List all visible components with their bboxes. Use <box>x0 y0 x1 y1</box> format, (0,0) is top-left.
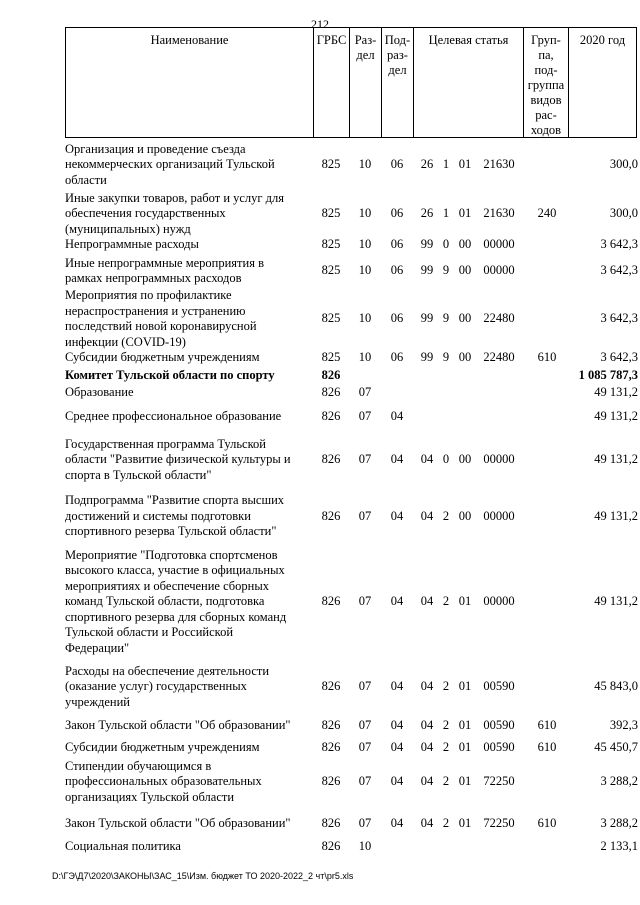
table-row <box>65 403 640 431</box>
row-name-line: последствий новой коронавирусной <box>65 319 257 333</box>
row-target-program: 99 <box>420 350 434 365</box>
row-expense-type <box>525 660 569 714</box>
row-name <box>65 367 308 384</box>
table-row <box>65 714 640 738</box>
row-grbs: 826 <box>321 594 341 609</box>
row-razdel: 10 <box>358 157 372 172</box>
header-group-line: Груп- <box>531 33 561 47</box>
row-amount-2020: 3 642,3 <box>600 263 638 278</box>
table-row <box>65 660 640 714</box>
row-name-line: учреждений <box>65 694 130 709</box>
row-name-line: области "Развитие физической культуры и <box>65 452 291 467</box>
header-grbs: ГРБС <box>314 28 350 137</box>
row-expense-type <box>525 237 569 253</box>
row-target-event: 01 <box>458 774 472 789</box>
header-razdel <box>350 28 382 137</box>
row-expense-type <box>525 545 569 659</box>
row-podrazdel: 04 <box>390 679 404 694</box>
row-target-program: 04 <box>420 740 434 755</box>
row-target-event <box>454 367 476 384</box>
row-name-line: Субсидии бюджетным учреждениям <box>65 740 260 755</box>
row-grbs: 826 <box>321 718 341 733</box>
table-row <box>65 237 640 253</box>
row-target-direction <box>476 403 522 431</box>
row-target-subprogram: 2 <box>442 816 450 831</box>
row-name-line: инфекции (COVID-19) <box>65 334 186 349</box>
row-amount-2020: 49 131,2 <box>594 384 638 399</box>
row-podrazdel: 04 <box>390 508 404 523</box>
row-target-subprogram: 1 <box>442 206 450 221</box>
row-name-line: Тульской области и Российской <box>65 625 234 640</box>
row-target-event: 01 <box>458 816 472 831</box>
header-group <box>524 28 569 137</box>
row-target-event: 00 <box>458 508 472 523</box>
row-name-line: спорта в Тульской области" <box>65 467 212 482</box>
row-target-direction <box>476 384 522 401</box>
row-grbs: 826 <box>321 384 341 399</box>
row-grbs: 825 <box>321 350 341 365</box>
row-podrazdel: 04 <box>390 452 404 467</box>
row-amount-2020: 45 843,0 <box>594 679 638 694</box>
table-row <box>65 350 640 366</box>
row-target-direction <box>476 839 522 855</box>
row-target-direction: 00590 <box>483 740 515 755</box>
row-target-subprogram: 0 <box>442 237 450 252</box>
row-name-line: достижений и системы подготовки <box>65 508 251 523</box>
row-razdel: 07 <box>358 679 372 694</box>
row-razdel: 07 <box>358 774 372 789</box>
row-expense-type <box>525 384 569 401</box>
row-name-line: нераспространения и устранению <box>65 303 246 318</box>
row-target-program <box>416 839 438 855</box>
row-name-line: Организация и проведение съезда <box>65 141 246 156</box>
row-target-direction: 00000 <box>483 594 515 609</box>
row-target-program <box>416 403 438 431</box>
row-target-direction: 00000 <box>483 237 515 252</box>
row-name <box>65 756 308 808</box>
row-target-direction: 00000 <box>483 263 515 278</box>
row-grbs: 825 <box>321 237 341 252</box>
row-name-line: Среднее профессиональное образование <box>65 409 282 424</box>
table-row <box>65 255 640 287</box>
row-amount-2020: 1 085 787,3 <box>578 367 638 382</box>
row-razdel: 10 <box>358 350 372 365</box>
row-razdel: 07 <box>358 384 372 399</box>
row-target-program: 99 <box>420 311 434 326</box>
file-path-footer: D:\ГЭ\Д7\2020\ЗАКОНЫ\ЗАС_15\Изм. бюджет ТО 2020-2022_2 чт\pr5.xls <box>52 871 354 881</box>
row-target-direction: 00000 <box>483 508 515 523</box>
row-grbs: 826 <box>321 740 341 755</box>
row-name-line: Иные непрограммные мероприятия в <box>65 255 264 270</box>
row-target-program <box>416 384 438 401</box>
row-podrazdel <box>381 367 413 384</box>
table-row <box>65 490 640 543</box>
row-name-line: Подпрограмма "Развитие спорта высших <box>65 493 285 508</box>
page-number: 212 <box>311 17 329 31</box>
row-target-subprogram <box>438 839 454 855</box>
row-name <box>65 432 308 488</box>
row-amount-2020: 3 642,3 <box>600 237 638 252</box>
row-name-line: (муниципальных) нужд <box>65 221 191 236</box>
row-target-event: 01 <box>458 206 472 221</box>
header-podrazdel-line: раз- <box>387 48 408 62</box>
row-name-line: команд Тульской области, подготовка <box>65 594 265 609</box>
row-razdel: 07 <box>358 816 372 831</box>
row-name-line: Социальная политика <box>65 839 181 854</box>
row-podrazdel: 04 <box>390 740 404 755</box>
header-razdel-line: дел <box>356 48 375 62</box>
row-target-subprogram <box>438 384 454 401</box>
row-target-event <box>454 384 476 401</box>
row-amount-2020: 3 642,3 <box>600 350 638 365</box>
row-name-line: Иные закупки товаров, работ и услуг для <box>65 190 285 205</box>
row-name-line: Мероприятия по профилактике <box>65 288 232 302</box>
row-name <box>65 350 308 366</box>
row-name <box>65 545 308 659</box>
row-amount-2020: 392,3 <box>609 718 638 733</box>
row-name-line: спортивного резерва Тульской области" <box>65 524 277 539</box>
row-podrazdel: 04 <box>390 594 404 609</box>
table-row <box>65 384 640 401</box>
row-grbs: 826 <box>321 839 341 854</box>
header-podrazdel-line: Под- <box>384 33 411 47</box>
row-grbs: 826 <box>321 409 341 424</box>
row-razdel: 10 <box>358 311 372 326</box>
row-podrazdel <box>381 839 413 855</box>
row-name-line: организациях Тульской области <box>65 789 235 804</box>
row-grbs: 825 <box>321 206 341 221</box>
row-name <box>65 660 308 714</box>
row-target-direction: 21630 <box>483 206 515 221</box>
table-row <box>65 141 640 189</box>
row-razdel: 10 <box>358 839 372 854</box>
row-grbs: 826 <box>321 367 341 382</box>
table-row <box>65 288 640 350</box>
row-target-program: 04 <box>420 679 434 694</box>
row-target-direction: 72250 <box>483 816 515 831</box>
row-target-event: 00 <box>458 263 472 278</box>
header-group-line: под- <box>534 63 558 77</box>
row-name-line: Расходы на обеспечение деятельности <box>65 663 270 678</box>
row-podrazdel: 06 <box>390 311 404 326</box>
row-name-line: Комитет Тульской области по спорту <box>65 367 275 382</box>
row-target-subprogram: 1 <box>442 157 450 172</box>
row-target-direction: 00000 <box>483 452 515 467</box>
row-name <box>65 237 308 253</box>
header-podrazdel-line: дел <box>388 63 407 77</box>
row-razdel: 07 <box>358 508 372 523</box>
row-amount-2020: 49 131,2 <box>594 594 638 609</box>
row-target-program: 04 <box>420 594 434 609</box>
row-podrazdel: 06 <box>390 157 404 172</box>
row-podrazdel: 04 <box>390 774 404 789</box>
row-expense-type <box>525 367 569 384</box>
row-name-line: обеспечения государственных <box>65 206 226 221</box>
row-name-line: Субсидии бюджетным учреждениям <box>65 350 260 365</box>
row-target-subprogram: 2 <box>442 740 450 755</box>
row-grbs: 826 <box>321 774 341 789</box>
row-grbs: 826 <box>321 816 341 831</box>
row-target-subprogram: 9 <box>442 311 450 326</box>
row-razdel: 07 <box>358 409 372 424</box>
row-name-line: некоммерческих организаций Тульской <box>65 157 275 172</box>
row-razdel: 07 <box>358 452 372 467</box>
row-target-subprogram <box>438 403 454 431</box>
row-name-line: спортивного резерва для сборных команд <box>65 609 287 624</box>
row-name-line: Закон Тульской области "Об образовании" <box>65 816 291 831</box>
row-name-line: Стипендии обучающимся в <box>65 758 212 773</box>
row-name <box>65 839 308 855</box>
table-header <box>65 27 637 138</box>
row-grbs: 825 <box>321 263 341 278</box>
row-razdel: 07 <box>358 594 372 609</box>
row-name <box>65 403 308 431</box>
row-target-program: 04 <box>420 718 434 733</box>
row-target-event <box>454 403 476 431</box>
row-target-event: 00 <box>458 311 472 326</box>
row-target-event: 01 <box>458 157 472 172</box>
row-name-line: Непрограммные расходы <box>65 237 199 252</box>
row-amount-2020: 300,0 <box>609 157 638 172</box>
row-amount-2020: 45 450,7 <box>594 740 638 755</box>
row-target-program: 04 <box>420 452 434 467</box>
row-expense-type: 610 <box>537 718 557 733</box>
header-podrazdel <box>382 28 414 137</box>
row-name-line: рамках непрограммных расходов <box>65 271 242 285</box>
row-expense-type <box>525 756 569 808</box>
row-podrazdel: 06 <box>390 263 404 278</box>
row-expense-type <box>525 490 569 543</box>
header-target: Целевая статья <box>414 28 524 137</box>
row-target-program: 04 <box>420 508 434 523</box>
row-grbs: 825 <box>321 311 341 326</box>
row-target-program <box>416 367 438 384</box>
row-name-line: Государственная программа Тульской <box>65 436 266 451</box>
table-row <box>65 190 640 238</box>
row-podrazdel: 04 <box>390 409 404 424</box>
row-target-program: 04 <box>420 816 434 831</box>
row-name-line: (оказание услуг) государственных <box>65 679 247 694</box>
row-amount-2020: 3 288,2 <box>600 774 638 789</box>
row-expense-type <box>525 839 569 855</box>
row-target-event: 00 <box>458 350 472 365</box>
row-name-line: Образование <box>65 384 134 399</box>
table-row <box>65 545 640 659</box>
row-target-subprogram: 9 <box>442 350 450 365</box>
row-name <box>65 714 308 738</box>
table-row <box>65 367 640 384</box>
row-amount-2020: 49 131,2 <box>594 452 638 467</box>
row-target-program: 04 <box>420 774 434 789</box>
row-expense-type: 610 <box>537 740 557 755</box>
row-target-subprogram: 0 <box>442 452 450 467</box>
row-amount-2020: 300,0 <box>609 206 638 221</box>
table-row <box>65 740 640 756</box>
row-name-line: области <box>65 172 107 187</box>
row-razdel <box>349 367 381 384</box>
row-amount-2020: 3 642,3 <box>600 311 638 326</box>
row-name <box>65 255 308 287</box>
row-name-line: профессиональных образовательных <box>65 774 262 789</box>
row-razdel: 10 <box>358 237 372 252</box>
row-amount-2020: 49 131,2 <box>594 409 638 424</box>
row-razdel: 10 <box>358 206 372 221</box>
row-grbs: 825 <box>321 157 341 172</box>
row-expense-type <box>525 432 569 488</box>
row-target-event: 00 <box>458 237 472 252</box>
row-target-program: 26 <box>420 157 434 172</box>
row-target-event: 00 <box>458 452 472 467</box>
header-razdel-line: Раз- <box>354 33 377 47</box>
row-grbs: 826 <box>321 508 341 523</box>
row-target-subprogram: 2 <box>442 718 450 733</box>
row-expense-type: 610 <box>537 816 557 831</box>
table-row <box>65 839 640 855</box>
row-podrazdel: 06 <box>390 206 404 221</box>
row-amount-2020: 2 133,1 <box>600 839 638 854</box>
row-target-direction: 00590 <box>483 718 515 733</box>
row-target-subprogram <box>438 367 454 384</box>
row-target-subprogram: 2 <box>442 774 450 789</box>
row-name <box>65 141 308 189</box>
row-target-event: 01 <box>458 679 472 694</box>
row-expense-type <box>525 255 569 287</box>
row-grbs: 826 <box>321 452 341 467</box>
row-name-line: мероприятиях и обеспечение сборных <box>65 578 269 593</box>
row-name <box>65 288 308 350</box>
row-podrazdel: 06 <box>390 350 404 365</box>
row-razdel: 10 <box>358 263 372 278</box>
header-group-line: видов <box>530 93 562 107</box>
row-target-event <box>454 839 476 855</box>
header-name: Наименование <box>66 28 314 137</box>
row-podrazdel: 06 <box>390 237 404 252</box>
row-target-direction: 21630 <box>483 157 515 172</box>
row-target-event: 01 <box>458 718 472 733</box>
row-amount-2020: 3 288,2 <box>600 816 638 831</box>
row-name <box>65 812 308 836</box>
row-amount-2020: 49 131,2 <box>594 508 638 523</box>
row-expense-type <box>525 141 569 189</box>
row-grbs: 826 <box>321 679 341 694</box>
table-row <box>65 756 640 808</box>
row-name <box>65 740 308 756</box>
header-group-line: ходов <box>530 123 562 137</box>
row-name-line: высокого класса, участие в официальных <box>65 563 285 578</box>
row-target-direction: 22480 <box>483 350 515 365</box>
table-row <box>65 812 640 836</box>
row-name-line: Федерации" <box>65 640 130 655</box>
row-podrazdel: 04 <box>390 816 404 831</box>
row-target-program: 99 <box>420 263 434 278</box>
row-target-subprogram: 9 <box>442 263 450 278</box>
row-name <box>65 190 308 238</box>
row-target-direction <box>476 367 522 384</box>
header-year: 2020 год <box>579 33 626 47</box>
row-target-program: 26 <box>420 206 434 221</box>
row-target-event: 01 <box>458 740 472 755</box>
row-expense-type <box>525 403 569 431</box>
row-target-subprogram: 2 <box>442 679 450 694</box>
row-target-subprogram: 2 <box>442 594 450 609</box>
row-name-line: Мероприятие "Подготовка спортсменов <box>65 547 278 562</box>
row-target-program: 99 <box>420 237 434 252</box>
row-expense-type <box>525 288 569 350</box>
row-podrazdel <box>381 384 413 401</box>
row-name <box>65 490 308 543</box>
row-expense-type: 610 <box>537 350 557 365</box>
header-group-line: группа <box>527 78 565 92</box>
row-name <box>65 384 308 401</box>
table-row <box>65 432 640 488</box>
row-target-event: 01 <box>458 594 472 609</box>
row-expense-type: 240 <box>537 206 557 221</box>
header-group-line: па, <box>538 48 554 62</box>
row-target-subprogram: 2 <box>442 508 450 523</box>
row-podrazdel: 04 <box>390 718 404 733</box>
row-target-direction: 00590 <box>483 679 515 694</box>
row-name-line: Закон Тульской области "Об образовании" <box>65 718 291 733</box>
row-razdel: 07 <box>358 740 372 755</box>
row-target-direction: 72250 <box>483 774 515 789</box>
row-target-direction: 22480 <box>483 311 515 326</box>
row-razdel: 07 <box>358 718 372 733</box>
header-group-line: рас- <box>535 108 557 122</box>
